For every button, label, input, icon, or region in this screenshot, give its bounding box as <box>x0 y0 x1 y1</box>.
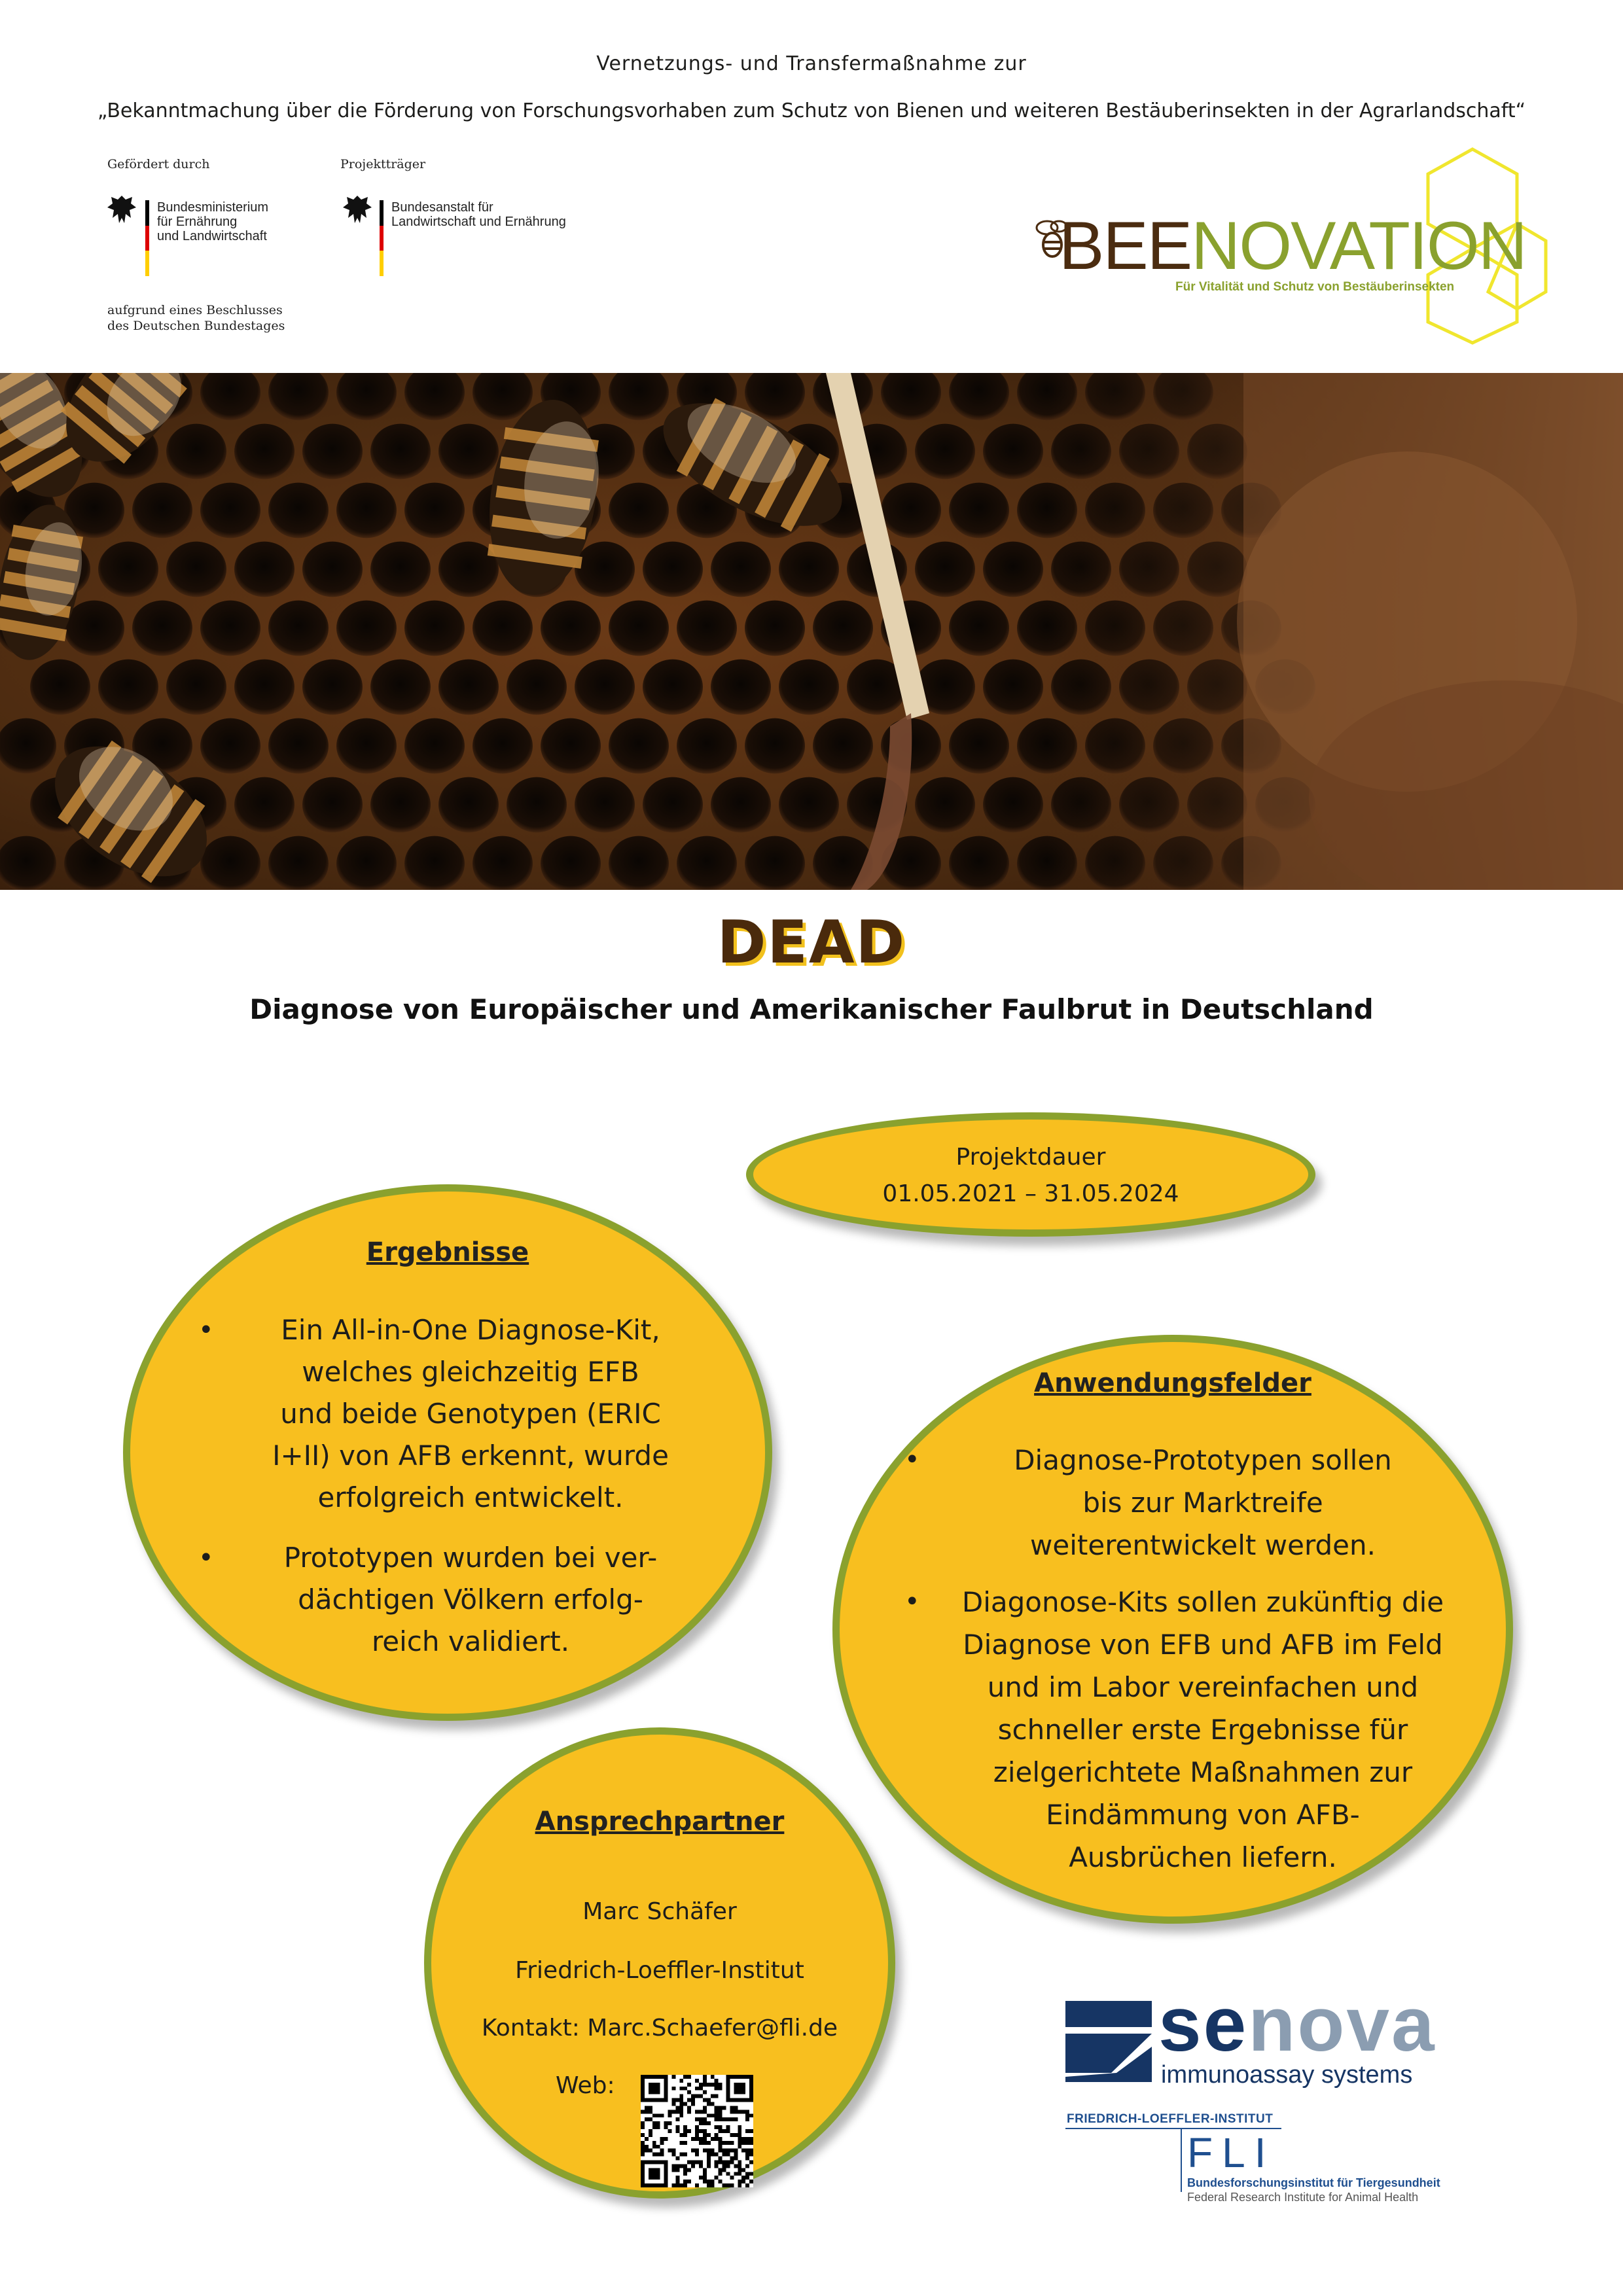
project-title: DEAD <box>717 908 906 977</box>
honeycomb-cell <box>779 542 839 597</box>
honeycomb-bees-illustration <box>0 373 1623 890</box>
honeycomb-cell <box>677 836 737 890</box>
bmel-logo <box>105 193 139 236</box>
honeycomb-cell <box>983 424 1043 480</box>
agency-line: Bundesanstalt für <box>391 200 493 215</box>
honeycomb-cell <box>745 718 805 774</box>
honeycomb-cell <box>438 777 499 833</box>
honeycomb-cell <box>609 483 669 539</box>
honeycomb-cell <box>983 660 1043 715</box>
honeycomb-cell <box>200 836 260 890</box>
honeycomb-cell <box>575 542 635 597</box>
honeycomb-cell <box>166 424 226 480</box>
anwendungsfelder-list <box>902 1439 1458 1879</box>
honeycomb-cell <box>268 836 329 890</box>
beschluss-text <box>107 302 285 334</box>
fli-subtitle-de: Bundesforschungsinstitut für Tiergesundheit <box>1187 2176 1440 2189</box>
bullet-line: bis zur Marktreife <box>1082 1487 1323 1519</box>
anwendungsfelder-bullet <box>902 1439 1458 1566</box>
senova-se-text: se <box>1158 1981 1249 2068</box>
qr-code[interactable] <box>641 2075 753 2187</box>
honeycomb-cell <box>915 542 975 597</box>
bullet-line: • Diagnose-Prototypen sollen <box>1014 1444 1392 1476</box>
header-line-1: Vernetzungs- und Transfermaßnahme zur <box>596 52 1027 75</box>
projekttraeger-label: Projektträger <box>340 157 426 171</box>
bullet-line: • Prototypen wurden bei ver- <box>283 1542 658 1574</box>
honeycomb-cell <box>234 777 294 833</box>
honeycomb-cell <box>438 424 499 480</box>
honeycomb-cell <box>779 660 839 715</box>
bullet-line: welches gleichzeitig EFB <box>302 1356 639 1388</box>
honeycomb-cell <box>643 660 703 715</box>
agency-line: Landwirtschaft und Ernährung <box>391 215 566 229</box>
honeycomb-cell <box>132 601 192 656</box>
honeycomb-cell <box>915 424 975 480</box>
honeycomb-cell <box>711 660 771 715</box>
fli-vertical-divider <box>1181 2128 1182 2192</box>
honeycomb-cell <box>881 483 941 539</box>
honeycomb-cell <box>302 542 363 597</box>
projektdauer-label: Projektdauer <box>955 1144 1106 1171</box>
honeycomb-cell <box>507 660 567 715</box>
honeycomb-cell <box>336 718 397 774</box>
senova-mark-icon <box>1065 2001 1152 2082</box>
project-subtitle: Diagnose von Europäischer und Amerikanischer Faulbrut in Deutschland <box>249 993 1374 1025</box>
honeycomb-cell <box>166 660 226 715</box>
beenovation-novation-text: NOVATION <box>1191 208 1526 284</box>
honeycomb-cell <box>200 483 260 539</box>
honeycomb-cell <box>745 836 805 890</box>
honeycomb-cell <box>268 483 329 539</box>
honeycomb-cell <box>336 483 397 539</box>
projektdauer-ellipse <box>746 1112 1315 1237</box>
honeycomb-cell <box>200 718 260 774</box>
honeycomb-cell <box>949 483 1009 539</box>
honeycomb-cell <box>915 777 975 833</box>
ansprechpartner-heading: Ansprechpartner <box>535 1807 785 1837</box>
federal-eagle-icon <box>105 193 139 234</box>
honeycomb-cell <box>64 601 124 656</box>
honeycomb-cell <box>336 601 397 656</box>
honeycomb-cell <box>643 542 703 597</box>
honeycomb-cell <box>234 424 294 480</box>
honeycomb-cell <box>813 718 873 774</box>
honeycomb-cell <box>404 836 465 890</box>
honeycomb-cell <box>438 660 499 715</box>
honeycomb-cell <box>575 777 635 833</box>
bullet-line: erfolgreich entwickelt. <box>317 1481 624 1513</box>
honeycomb-cell <box>30 660 90 715</box>
honeycomb-cell <box>98 542 158 597</box>
honeycomb-cell <box>983 542 1043 597</box>
honeycomb-cell <box>473 718 533 774</box>
bullet-line: Eindämmung von AFB- <box>1046 1799 1360 1831</box>
senova-logo <box>1065 1981 1458 2089</box>
honeycomb-cell <box>949 836 1009 890</box>
senova-tagline: immunoassay systems <box>1161 2061 1413 2089</box>
honeycomb-cell <box>983 777 1043 833</box>
bullet-line: I+II) von AFB erkennt, wurde <box>272 1439 669 1472</box>
senova-nova-text: nova <box>1248 1981 1436 2068</box>
ble-logo <box>340 193 374 236</box>
honeycomb-cell <box>507 777 567 833</box>
contact-name: Marc Schäfer <box>582 1898 737 1925</box>
ergebnisse-bullet <box>196 1537 700 1663</box>
bullet-line: Ausbrüchen liefern. <box>1069 1841 1337 1873</box>
fli-subtitle-en: Federal Research Institute for Animal Health <box>1187 2191 1419 2204</box>
honeycomb-cell <box>404 718 465 774</box>
honeycomb-cell <box>609 836 669 890</box>
fli-logo <box>1065 2112 1484 2204</box>
honeycomb-cell <box>541 601 601 656</box>
honeycomb-cell <box>643 777 703 833</box>
honeycomb-cell <box>200 601 260 656</box>
header-line-2: „Bekanntmachung über die Förderung von Forschungsvorhaben zum Schutz von Bienen und weiteren Bestäuberinsekten in der Agrarlandschaft“ <box>97 99 1526 122</box>
beschluss-line: aufgrund eines Beschlusses <box>107 303 283 317</box>
contact-email[interactable]: Kontakt: Marc.Schaefer@fli.de <box>481 2015 838 2041</box>
bullet-line: und beide Genotypen (ERIC <box>280 1398 661 1430</box>
honeycomb-cell <box>132 483 192 539</box>
honeycomb-cell <box>575 660 635 715</box>
honeycomb-cell <box>404 601 465 656</box>
honeycomb-cell <box>677 601 737 656</box>
fli-abbreviation: FLI <box>1187 2129 1275 2176</box>
honeycomb-cell <box>302 777 363 833</box>
honeycomb-cell <box>302 660 363 715</box>
ergebnisse-ellipse <box>123 1184 772 1721</box>
honeycomb-cell <box>370 424 431 480</box>
honeycomb-photo <box>0 373 1623 890</box>
honeycomb-cell <box>404 483 465 539</box>
bullet-line: und im Labor vereinfachen und <box>987 1671 1419 1703</box>
anwendungsfelder-ellipse <box>832 1335 1513 1924</box>
honeycomb-cell <box>336 836 397 890</box>
beschluss-line: des Deutschen Bundestages <box>107 319 285 333</box>
contact-institute: Friedrich-Loeffler-Institut <box>515 1957 804 1984</box>
bullet-line: schneller erste Ergebnisse für <box>997 1714 1408 1746</box>
ansprechpartner-ellipse <box>424 1727 895 2199</box>
honeycomb-cell <box>370 542 431 597</box>
ministry-name <box>157 200 268 243</box>
projektdauer-dates: 01.05.2021 – 31.05.2024 <box>882 1180 1179 1207</box>
ministry-line: Bundesministerium <box>157 200 269 215</box>
honeycomb-cell <box>779 777 839 833</box>
beenovation-logo <box>1027 144 1551 347</box>
anwendungsfelder-bullet <box>902 1581 1458 1879</box>
honeycomb-cell <box>234 542 294 597</box>
bullet-line: dächtigen Völkern erfolg- <box>298 1583 643 1616</box>
bullet-line: reich validiert. <box>371 1625 570 1657</box>
honeycomb-cell <box>541 836 601 890</box>
honeycomb-cell <box>711 777 771 833</box>
honeycomb-cell <box>745 601 805 656</box>
ministry-line: für Ernährung <box>157 215 238 229</box>
honeycomb-cell <box>949 718 1009 774</box>
beenovation-bee-text: BEE <box>1059 208 1192 284</box>
honeycomb-cell <box>234 660 294 715</box>
bullet-line: weiterentwickelt werden. <box>1030 1529 1376 1561</box>
web-label: Web: <box>556 2072 615 2099</box>
honeycomb-cell <box>98 660 158 715</box>
bullet-line: • Ein All-in-One Diagnose-Kit, <box>281 1314 660 1346</box>
ergebnisse-heading: Ergebnisse <box>366 1237 529 1267</box>
honeycomb-cell <box>609 601 669 656</box>
honeycomb-cell <box>473 601 533 656</box>
ergebnisse-list <box>196 1309 700 1663</box>
honeycomb-cell <box>370 777 431 833</box>
bullet-line: • Diagonose-Kits sollen zukünftig die <box>961 1586 1444 1618</box>
honeycomb-cell <box>711 542 771 597</box>
gefoerdert-label: Gefördert durch <box>107 157 210 171</box>
qr-code-icon <box>641 2075 753 2187</box>
german-flag-stripe <box>380 200 383 276</box>
ministry-line: und Landwirtschaft <box>157 229 267 243</box>
bullet-line: Diagnose von EFB und AFB im Feld <box>963 1629 1443 1661</box>
honeycomb-cell <box>370 660 431 715</box>
beenovation-wordmark <box>1059 208 1526 284</box>
fli-institute-name: FRIEDRICH-LOEFFLER-INSTITUT <box>1067 2112 1274 2126</box>
german-flag-stripe <box>145 200 149 276</box>
honeycomb-cell <box>166 542 226 597</box>
beenovation-tagline: Für Vitalität und Schutz von Bestäuberinsekten <box>1175 280 1455 294</box>
projektdauer-content <box>753 1139 1308 1212</box>
honeycomb-cell <box>302 424 363 480</box>
honeycomb-cell <box>473 836 533 890</box>
ergebnisse-bullet <box>196 1309 700 1519</box>
anwendungsfelder-heading: Anwendungsfelder <box>1034 1368 1311 1398</box>
honeycomb-cell <box>949 601 1009 656</box>
honeycomb-cell <box>268 601 329 656</box>
honeycomb-cell <box>541 718 601 774</box>
agency-name <box>391 200 566 229</box>
honeycomb-cell <box>268 718 329 774</box>
senova-wordmark <box>1158 1981 1436 2068</box>
honeycomb-cell <box>813 601 873 656</box>
bullet-line: zielgerichtete Maßnahmen zur <box>993 1756 1413 1788</box>
federal-eagle-icon <box>340 193 374 234</box>
honeycomb-cell <box>609 718 669 774</box>
honeycomb-cell <box>677 718 737 774</box>
